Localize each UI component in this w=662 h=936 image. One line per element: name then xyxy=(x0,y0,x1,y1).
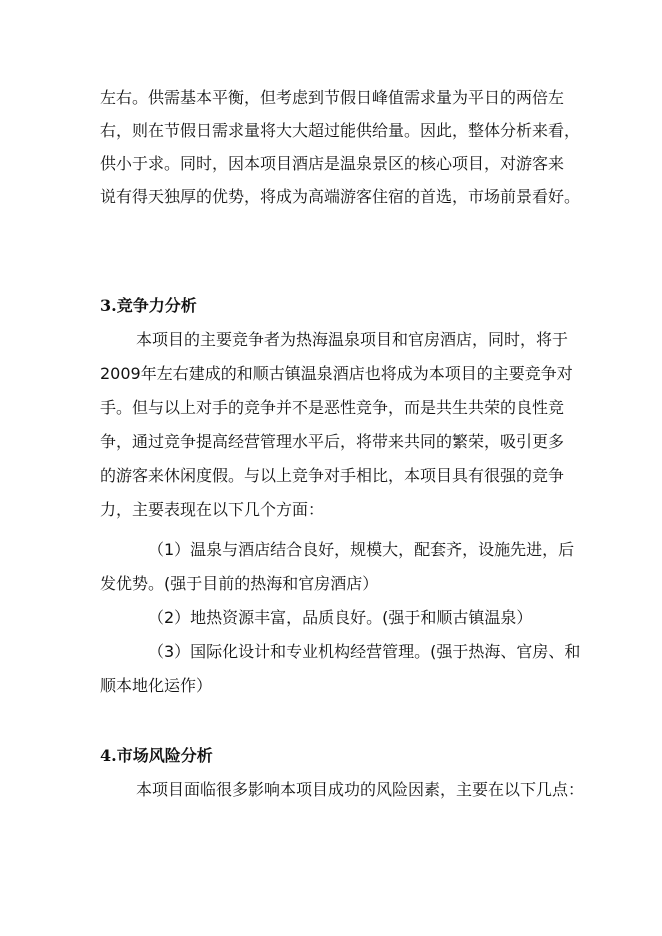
competitive-advantage-2-line-1: （2）地热资源丰富，品质良好。(强于和顺古镇温泉） xyxy=(148,608,533,627)
section-3-paragraph-line-3: 手。但与以上对手的竞争并不是恶性竞争，而是共生共荣的良性竞 xyxy=(100,398,565,417)
intro-line-3: 供小于求。同时，因本项目酒店是温泉景区的核心项目，对游客来 xyxy=(100,154,565,173)
competitive-advantage-1-line-1: （1）温泉与酒店结合良好，规模大，配套齐，设施先进，后 xyxy=(148,540,575,559)
section-3-paragraph-line-2: 2009年左右建成的和顺古镇温泉酒店也将成为本项目的主要竞争对 xyxy=(100,364,573,383)
section-3-paragraph-line-6: 力，主要表现在以下几个方面： xyxy=(100,500,325,519)
section-3-paragraph-line-5: 的游客来休闲度假。与以上竞争对手相比，本项目具有很强的竞争 xyxy=(100,466,565,485)
competitive-advantage-3-line-2: 顺本地化运作） xyxy=(100,676,213,695)
intro-line-2: 右，则在节假日需求量将大大超过能供给量。因此，整体分析来看， xyxy=(100,121,581,140)
intro-line-1: 左右。供需基本平衡，但考虑到节假日峰值需求量为平日的两倍左 xyxy=(100,88,565,107)
section-3-heading: 3.竞争力分析 xyxy=(100,296,197,315)
section-3-paragraph-line-4: 争，通过竞争提高经营管理水平后，将带来共同的繁荣，吸引更多 xyxy=(100,432,565,451)
section-4-heading: 4.市场风险分析 xyxy=(100,746,213,765)
competitive-advantage-1-line-2: 发优势。(强于目前的热海和官房酒店） xyxy=(100,574,379,593)
competitive-advantage-3-line-1: （3）国际化设计和专业机构经营管理。(强于热海、官房、和 xyxy=(148,642,581,661)
section-3-paragraph-line-1: 本项目的主要竞争者为热海温泉项目和官房酒店，同时，将于 xyxy=(136,330,569,349)
section-4-paragraph: 本项目面临很多影响本项目成功的风险因素，主要在以下几点： xyxy=(136,780,585,799)
intro-line-4: 说有得天独厚的优势，将成为高端游客住宿的首选，市场前景看好。 xyxy=(100,187,581,206)
